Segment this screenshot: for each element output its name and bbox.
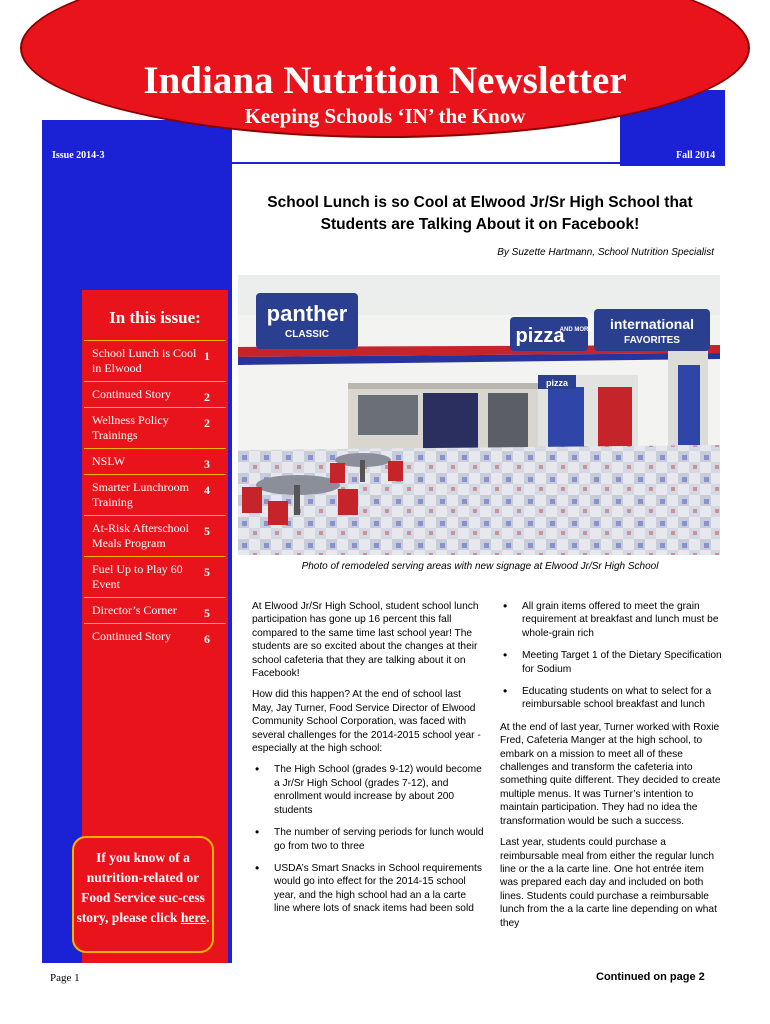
issue-season: Fall 2014: [676, 150, 716, 161]
toc-item[interactable]: [84, 340, 226, 381]
newsletter-subtitle: Keeping Schools ‘IN’ the Know: [244, 104, 526, 128]
newsletter-title: Indiana Nutrition Newsletter: [143, 59, 627, 102]
page-number: Page 1: [50, 972, 80, 984]
toc-item-page: 5: [204, 565, 210, 579]
article-paragraph: At Elwood Jr/Sr High School, student school lunch participation has gone up 16 percent this fall compared to the same time last school year! The students are so excited about the changes at their school cafeteria that they are talking about it on Facebook!: [252, 601, 479, 680]
toc-item[interactable]: [84, 448, 226, 474]
toc-item-page: 2: [204, 390, 210, 404]
toc-item-label: School Lunch is Cool in Elwood: [92, 346, 197, 375]
article-headline: School Lunch is so Cool at Elwood Jr/Sr High School that Students are Talking About it on Facebook!: [267, 194, 693, 233]
callout-end: .: [206, 910, 210, 925]
table-of-contents: [84, 340, 226, 649]
toc-item-label: Wellness Policy Trainings: [92, 413, 169, 442]
list-item: • Meeting Target 1 of the Dietary Specification for Sodium: [500, 649, 722, 676]
toc-item-label: At-Risk Afterschool Meals Program: [92, 521, 189, 550]
toc-item-page: 2: [204, 416, 210, 430]
toc-item-label: NSLW: [92, 454, 126, 468]
article-paragraph: At the end of last year, Turner worked with Roxie Fred, Cafeteria Manger at the high school, to embark on a mission to meet all of these challenges and transform the cafeteria into something quite different. They decided to create multiple menus. It was Turner’s intention to maintain participation. They had no idea the transformation would be such a success.: [500, 721, 721, 827]
toc-item[interactable]: [84, 381, 226, 407]
article-paragraph: Last year, students could purchase a reimbursable meal from either the regular lunch line or the a la carte line. One hot entrée item was prepared each day and included on both lines. Students could purchase a reimbursable lunch from the a la carte line depending on what they: [500, 837, 717, 929]
toc-item-page: 1: [204, 349, 210, 363]
callout-text: If you know of a nutrition-related or Food Service suc-cess story, please click: [76, 850, 205, 925]
toc-item-page: 5: [204, 524, 210, 538]
toc-item-label: Smarter Lunchroom Training: [92, 480, 189, 509]
continued-note: Continued on page 2: [596, 971, 705, 983]
sign-pizza-small: pizza: [545, 378, 569, 388]
challenge-list-continued: [500, 600, 722, 712]
article-byline: By Suzette Hartmann, School Nutrition Specialist: [497, 247, 714, 258]
toc-item-page: 4: [204, 483, 210, 497]
toc-item-page: 3: [204, 457, 210, 471]
list-item: • The number of serving periods for lunch would go from two to three: [252, 826, 484, 853]
article-column-right: [500, 600, 722, 938]
toc-item[interactable]: [84, 407, 226, 448]
toc-item-page: 5: [204, 606, 210, 620]
toc-item[interactable]: [84, 623, 226, 649]
callout-here-link[interactable]: here: [180, 910, 207, 925]
list-item: • All grain items offered to meet the grain requirement at breakfast and lunch must be whole-grain rich: [500, 600, 722, 640]
list-item: • The High School (grades 9-12) would become a Jr/Sr High School (grades 7-12), and enrollment would increase by about 200 students: [252, 763, 484, 817]
list-item: • USDA’s Smart Snacks in School requirements would go into effect for the 2014-15 school year, and the high school had an a la carte line where lots of snack items had been sold: [252, 862, 484, 916]
sign-panther: panther: [266, 301, 348, 326]
challenge-list: [252, 763, 484, 915]
sign-favorites: FAVORITES: [624, 335, 680, 346]
toc-item-label: Director’s Corner: [92, 603, 177, 617]
toc-item-label: Continued Story: [92, 387, 172, 401]
toc-item[interactable]: [84, 556, 226, 597]
toc-item-label: Fuel Up to Play 60 Event: [92, 562, 183, 591]
toc-item[interactable]: [84, 597, 226, 623]
toc-item-page: 6: [204, 632, 210, 646]
issue-number: Issue 2014-3: [52, 150, 105, 161]
article-paragraph: How did this happen? At the end of school last May, Jay Turner, Food Service Director of Elwood Community School Corporation, was faced with several challenges for the 2014-2015 school year - especially at the high school:: [252, 689, 481, 755]
list-item: • Educating students on what to select for a reimbursable school breakfast and lunch: [500, 685, 722, 712]
sign-pizza: pizza: [515, 325, 565, 347]
success-story-callout: [72, 836, 214, 953]
article-column-left: [252, 600, 484, 925]
toc-item[interactable]: [84, 515, 226, 556]
cafeteria-photo-illustration: [238, 275, 720, 555]
toc-heading: In this issue:: [109, 308, 201, 327]
header-rule: [228, 162, 724, 164]
toc-item[interactable]: [84, 474, 226, 515]
toc-item-label: Continued Story: [92, 629, 172, 643]
sign-international: international: [609, 316, 695, 332]
cafeteria-photo: [238, 275, 720, 555]
sign-and-more: AND MORE: [559, 327, 593, 333]
sign-classic: CLASSIC: [285, 329, 329, 340]
photo-caption: Photo of remodeled serving areas with new signage at Elwood Jr/Sr High School: [301, 561, 659, 572]
